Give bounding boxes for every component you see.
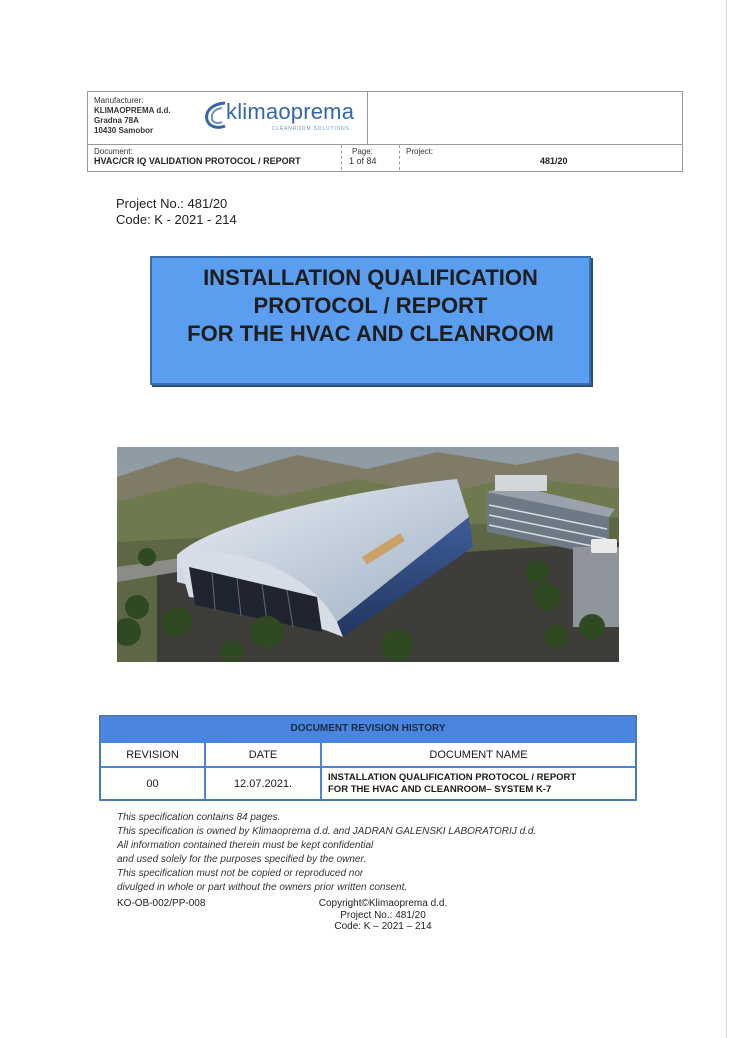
- form-code: KO-OB-002/PP-008: [117, 898, 206, 909]
- project-value: 481/20: [540, 156, 568, 166]
- revision-table-heading: DOCUMENT REVISION HISTORY: [290, 723, 446, 734]
- document-name-cell: [322, 768, 635, 799]
- company-street: Gradna 78A: [94, 116, 139, 125]
- document-title-line: PROTOCOL / REPORT: [253, 293, 488, 318]
- company-logo: klimaoprema: [226, 99, 355, 124]
- copyright: Copyright©Klimaoprema d.d.: [318, 898, 448, 909]
- header-divider: [367, 92, 368, 144]
- notice-line: divulged in whole or part without the owners prior written consent.: [117, 882, 408, 893]
- document-label: Document:: [94, 147, 133, 156]
- company-city: 10430 Samobor: [94, 126, 154, 135]
- document-title-line: FOR THE HVAC AND CLEANROOM: [187, 321, 554, 346]
- facility-rendering-image: [117, 447, 619, 662]
- footer-project-code: Code: K – 2021 – 214: [334, 921, 432, 932]
- notice-line: This specification contains 84 pages.: [117, 812, 281, 823]
- notice-line: This specification is owned by Klimaoprema d.d. and JADRAN GALENSKI LABORATORIJ d.d.: [117, 826, 537, 837]
- document-name-line: FOR THE HVAC AND CLEANROOM– SYSTEM K-7: [328, 783, 552, 795]
- footer-project-number: Project No.: 481/20: [340, 910, 426, 921]
- document-header: [87, 91, 683, 172]
- notice-line: and used solely for the purposes specified by the owner.: [117, 854, 367, 865]
- document-value: HVAC/CR IQ VALIDATION PROTOCOL / REPORT: [94, 156, 301, 166]
- column-header: DOCUMENT NAME: [322, 743, 635, 766]
- project-label: Project:: [406, 147, 434, 156]
- project-code: Code: K - 2021 - 214: [116, 212, 237, 227]
- document-name-line: INSTALLATION QUALIFICATION PROTOCOL / REPORT: [328, 771, 577, 783]
- page-label: Page:: [352, 147, 373, 156]
- header-divider: [341, 145, 342, 170]
- column-header: REVISION: [101, 743, 204, 766]
- notice-line: All information contained therein must be kept confidential: [117, 840, 374, 851]
- revision-history-table: [99, 715, 637, 801]
- company-logo-tagline: CLEANROOM SOLUTIONS: [272, 126, 350, 132]
- header-divider: [88, 144, 682, 145]
- column-header: DATE: [206, 743, 320, 766]
- project-number: Project No.: 481/20: [116, 196, 228, 211]
- page-value: 1 of 84: [349, 156, 377, 166]
- company-name: KLIMAOPREMA d.d.: [94, 106, 171, 115]
- document-title-line: INSTALLATION QUALIFICATION: [203, 265, 538, 290]
- header-divider: [399, 145, 400, 170]
- title-box: [150, 256, 591, 385]
- date-cell: 12.07.2021.: [206, 768, 320, 799]
- revision-cell: 00: [101, 768, 204, 799]
- manufacturer-label: Manufacturer:: [94, 96, 144, 105]
- notice-line: This specification must not be copied or reproduced nor: [117, 868, 364, 879]
- page-edge-line: [726, 0, 727, 1038]
